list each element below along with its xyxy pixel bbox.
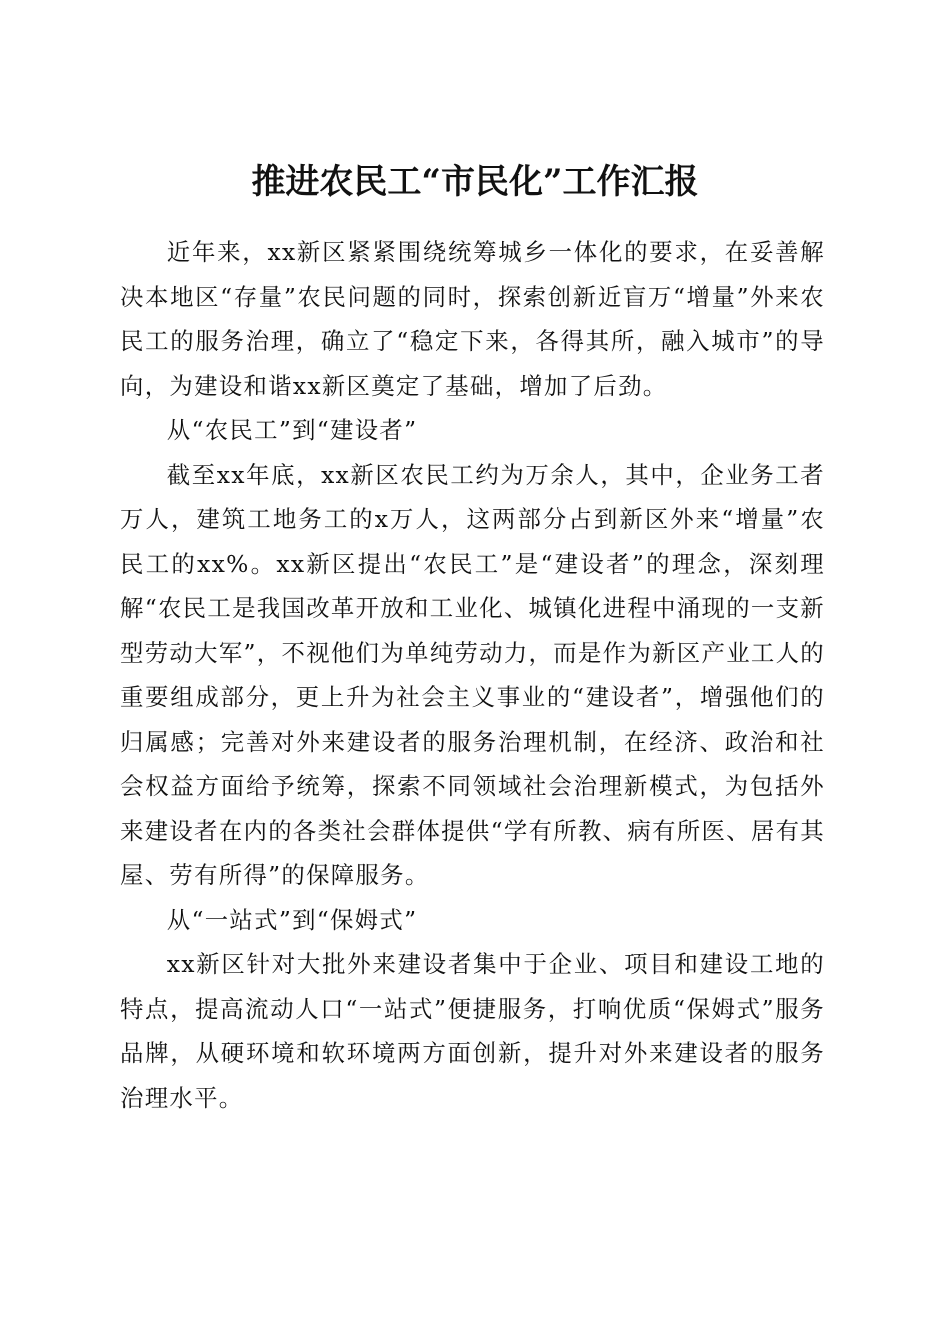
document-body <box>120 230 825 1120</box>
service-paragraph: xx新区针对大批外来建设者集中于企业、项目和建设工地的特点，提高流动人口“一站式”便捷服务，打响优质“保姆式”服务品牌，从硬环境和软环境两方面创新，提升对外来建设者的服务治理水平。 <box>120 950 825 1112</box>
section-heading-builders: 从“农民工”到“建设者” <box>166 416 418 444</box>
document-title: 推进农民工“市民化”工作汇报 <box>251 161 699 202</box>
intro-paragraph: 近年来，xx新区紧紧围绕统筹城乡一体化的要求，在妥善解决本地区“存量”农民问题的同时，探索创新近盲万“增量”外来农民工的服务治理，确立了“稳定下来，各得其所，融入城市”的导向，为建设和谐xx新区奠定了基础，增加了后劲。 <box>120 238 825 400</box>
section-heading-service: 从“一站式”到“保姆式” <box>166 905 418 934</box>
builders-paragraph: 截至xx年底，xx新区农民工约为万余人，其中，企业务工者万人，建筑工地务工的x万人，这两部分占到新区外来“增量”农民工的xx%。xx新区提出“农民工”是“建设者”的理念，深刻理解“农民工是我国改革开放和工业化、城镇化进程中涌现的一支新型劳动大军”，不视他们为单纯劳动力，而是作为新区产业工人的重要组成部分，更上升为社会主义事业的“建设者”，增强他们的归属感；完善对外来建设者的服务治理机制，在经济、政治和社会权益方面给予统筹，探索不同领域社会治理新模式，为包括外来建设者在内的各类社会群体提供“学有所教、病有所医、居有其屋、劳有所得”的保障服务。 <box>120 460 825 889</box>
